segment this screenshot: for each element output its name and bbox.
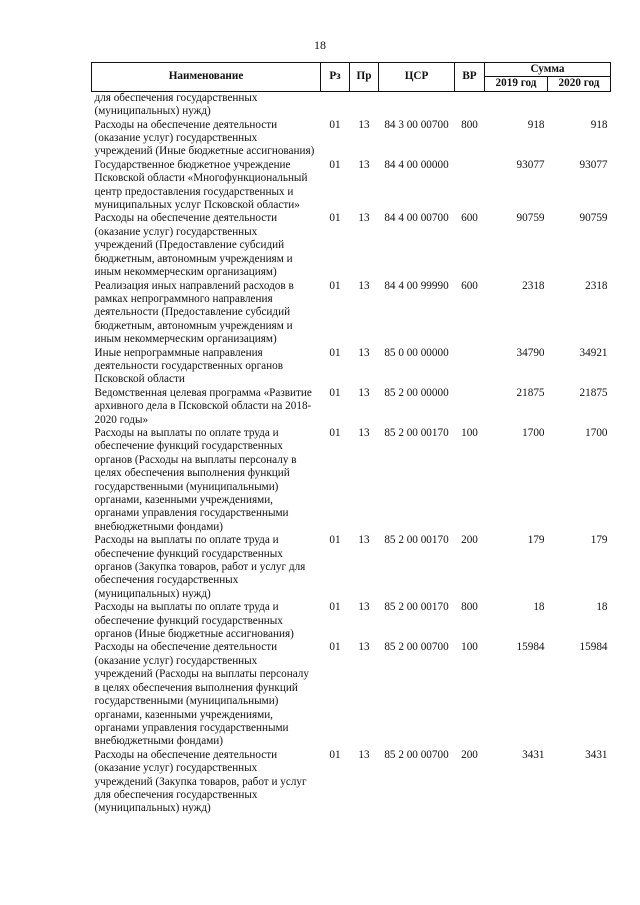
table-body (92, 91, 611, 815)
cell-csr: 85 2 00 00700 (384, 641, 449, 654)
cell-rz: 01 (329, 426, 341, 439)
cell-2020: 179 (590, 534, 608, 547)
cell-name: Реализация иных направлений расходов в рамках непрограммного направления деятельности (Предоставление субсидий бюджетным, автономным учреждениям и иным некоммерческим организациям) (94, 279, 294, 346)
cell-vr (455, 347, 485, 387)
cell-pr: 13 (358, 534, 370, 547)
table-row (92, 212, 611, 279)
page-number: 18 (314, 38, 326, 52)
cell-name: Расходы на обеспечение деятельности (оказание услуг) государственных учреждений (Иные бюджетные ассигнования) (94, 118, 315, 158)
cell-rz: 01 (329, 118, 341, 131)
cell-name: Расходы на обеспечение деятельности (оказание услуг) государственных учреждений (Расходы на выплаты персоналу в целях обеспечения выполнения функций государственными (муниципальными) органами, казенными учреждениями, органами управления государственными внебюджетными фондами) (94, 641, 309, 748)
header-sum: Сумма (485, 63, 611, 77)
cell-2019: 34790 (516, 346, 545, 359)
table-row (92, 534, 611, 601)
header-pr: Пр (350, 63, 379, 92)
budget-table (91, 62, 611, 816)
cell-rz (321, 91, 350, 118)
cell-vr: 800 (461, 601, 478, 614)
cell-csr: 84 4 00 00700 (384, 212, 449, 225)
cell-vr: 100 (461, 426, 478, 439)
table-row (92, 427, 611, 534)
cell-pr: 13 (358, 641, 370, 654)
cell-pr: 13 (358, 426, 370, 439)
header-year-2019: 2019 год (485, 77, 548, 91)
table-row (92, 280, 611, 347)
cell-name: для обеспечения государственных (муниципальных) нужд) (94, 91, 258, 118)
cell-2020: 93077 (579, 158, 608, 171)
header-vr: ВР (455, 63, 485, 92)
cell-csr: 85 2 00 00170 (384, 601, 449, 614)
cell-rz: 01 (329, 641, 341, 654)
cell-csr: 84 4 00 00000 (384, 158, 449, 171)
cell-rz: 01 (329, 212, 341, 225)
cell-name: Расходы на выплаты по оплате труда и обеспечение функций государственных органов (Закупка товаров, работ и услуг для обеспечения государственных (муниципальных) нужд) (94, 534, 306, 600)
cell-pr: 13 (358, 748, 370, 761)
cell-name: Иные непрограммные направления деятельности государственных органов Псковской области (94, 346, 284, 386)
cell-2020: 15984 (579, 641, 608, 654)
cell-rz: 01 (329, 534, 341, 547)
cell-csr: 85 0 00 00000 (384, 346, 449, 359)
table-row (92, 387, 611, 427)
cell-2020: 2318 (585, 279, 608, 292)
table-header (92, 63, 611, 92)
cell-pr: 13 (358, 279, 370, 292)
cell-pr (350, 91, 379, 118)
cell-csr: 85 2 00 00700 (384, 748, 449, 761)
cell-vr (455, 159, 485, 213)
header-year-2020: 2020 год (548, 77, 611, 91)
cell-rz: 01 (329, 748, 341, 761)
cell-2019: 918 (527, 118, 545, 131)
cell-2019: 90759 (516, 212, 545, 225)
cell-csr: 84 4 00 99990 (384, 279, 449, 292)
cell-name: Расходы на выплаты по оплате труда и обеспечение функций государственных органов (Расходы на выплаты персоналу в целях обеспечения выполнения функций государственными (муниципальными) органами, казенными учреждениями, органами управления государственными внебюджетными фондами) (94, 426, 297, 533)
table-row (92, 641, 611, 748)
table-row (92, 749, 611, 816)
cell-vr: 600 (461, 212, 478, 225)
cell-2019: 21875 (516, 386, 545, 399)
cell-rz: 01 (329, 386, 341, 399)
cell-vr: 100 (461, 641, 478, 654)
cell-2019: 179 (527, 534, 545, 547)
header-csr: ЦСР (379, 63, 455, 92)
cell-2020: 1700 (585, 426, 608, 439)
cell-pr: 13 (358, 118, 370, 131)
cell-2020: 90759 (579, 212, 608, 225)
cell-csr: 85 2 00 00170 (384, 426, 449, 439)
table-row (92, 601, 611, 641)
cell-vr: 600 (461, 279, 478, 292)
cell-pr: 13 (358, 346, 370, 359)
cell-2020: 918 (590, 118, 608, 131)
cell-2019: 1700 (522, 426, 545, 439)
cell-name: Ведомственная целевая программа «Развитие архивного дела в Псковской области на 2018-2020 годы» (94, 386, 312, 426)
cell-2020: 21875 (579, 386, 608, 399)
table-row (92, 91, 611, 118)
header-rz: Рз (321, 63, 350, 92)
cell-2019: 18 (533, 601, 545, 614)
table-row (92, 119, 611, 159)
cell-name: Расходы на обеспечение деятельности (оказание услуг) государственных учреждений (Предоставление субсидий бюджетным, автономным учреждениям и иным некоммерческим организациям) (94, 212, 293, 279)
cell-vr: 800 (461, 118, 478, 131)
cell-pr: 13 (358, 212, 370, 225)
cell-rz: 01 (329, 158, 341, 171)
cell-2019: 2318 (522, 279, 545, 292)
cell-rz: 01 (329, 346, 341, 359)
header-name: Наименование (92, 63, 321, 92)
cell-name: Государственное бюджетное учреждение Псковской области «Многофункциональный центр предоставления государственных и муниципальных услуг Псковской области» (94, 158, 308, 212)
cell-2019: 93077 (516, 158, 545, 171)
cell-pr: 13 (358, 158, 370, 171)
cell-2020: 34921 (579, 346, 608, 359)
cell-vr (455, 387, 485, 427)
cell-vr (455, 91, 485, 118)
cell-2020: 18 (596, 601, 608, 614)
cell-2019: 3431 (522, 748, 545, 761)
cell-2019 (485, 91, 548, 118)
cell-csr: 84 3 00 00700 (384, 118, 449, 131)
cell-pr: 13 (358, 386, 370, 399)
cell-2020: 3431 (585, 748, 608, 761)
cell-2019: 15984 (516, 641, 545, 654)
table-row (92, 347, 611, 387)
cell-vr: 200 (461, 534, 478, 547)
cell-vr: 200 (461, 748, 478, 761)
cell-name: Расходы на выплаты по оплате труда и обеспечение функций государственных органов (Иные бюджетные ассигнования) (94, 601, 294, 641)
cell-rz: 01 (329, 601, 341, 614)
cell-rz: 01 (329, 279, 341, 292)
cell-csr (379, 91, 455, 118)
cell-name: Расходы на обеспечение деятельности (оказание услуг) государственных учреждений (Закупка товаров, работ и услуг для обеспечения государственных (муниципальных) нужд) (94, 748, 307, 815)
cell-csr: 85 2 00 00170 (384, 534, 449, 547)
cell-csr: 85 2 00 00000 (384, 386, 449, 399)
table-row (92, 159, 611, 213)
cell-2020 (548, 91, 611, 118)
cell-pr: 13 (358, 601, 370, 614)
